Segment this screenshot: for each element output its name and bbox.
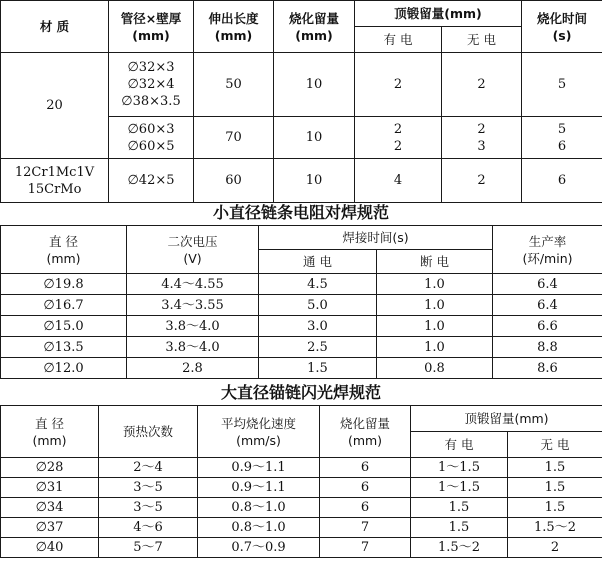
large-anchor-chain-flash-welding-table [0,405,602,558]
diameter-cell: ∅19.8 [1,274,127,295]
without-power-cell: 2 [508,538,602,558]
header-welding-time: 焊接时间(s) [259,226,493,250]
time-cell: 5 6 [522,117,602,159]
header-upset-allowance: 顶锻留量(mm) [411,406,602,432]
without-power-cell: 1.5 [508,498,602,518]
table-row [1,295,602,316]
productivity-cell: 6.4 [493,274,602,295]
preheat-cell: 2～4 [99,458,198,478]
off-time-cell: 1.0 [377,316,493,337]
diameter-cell: ∅31 [1,478,99,498]
productivity-cell: 8.8 [493,337,602,358]
header-without-power: 无 电 [442,27,522,53]
table-row [1,478,602,498]
pipe-size-cell: ∅60×3 ∅60×5 [109,117,194,159]
header-extension-length: 伸出长度 (mm) [194,1,274,53]
with-power-cell: 2 2 [355,117,442,159]
diameter-cell: ∅12.0 [1,358,127,379]
header-diameter: 直 径 (mm) [1,406,99,458]
speed-cell: 0.9～1.1 [198,458,320,478]
productivity-cell: 8.6 [493,358,602,379]
without-power-cell: 2 [442,159,522,203]
voltage-cell: 3.4～3.55 [127,295,259,316]
diameter-cell: ∅28 [1,458,99,478]
speed-cell: 0.8～1.0 [198,498,320,518]
without-power-cell: 2 3 [442,117,522,159]
speed-cell: 0.8～1.0 [198,518,320,538]
diameter-cell: ∅37 [1,518,99,538]
material-cell: 20 [1,53,109,159]
on-time-cell: 2.5 [259,337,377,358]
burnoff-cell: 6 [320,498,411,518]
with-power-cell: 1.5～2 [411,538,508,558]
header-upset-allowance: 顶锻留量(mm) [355,1,522,27]
voltage-cell: 4.4～4.55 [127,274,259,295]
table-row [1,458,602,478]
with-power-cell: 1～1.5 [411,478,508,498]
burnoff-cell: 7 [320,538,411,558]
header-power-on: 通 电 [259,250,377,274]
diameter-cell: ∅16.7 [1,295,127,316]
productivity-cell: 6.4 [493,295,602,316]
header-with-power: 有 电 [355,27,442,53]
table-row [1,337,602,358]
table-row [1,316,602,337]
preheat-cell: 3～5 [99,478,198,498]
header-pipe-size: 管径×壁厚 (mm) [109,1,194,53]
header-preheat-count: 预热次数 [99,406,198,458]
small-chain-resistance-welding-table [0,225,602,379]
header-burnoff-allowance: 烧化留量 (mm) [320,406,411,458]
voltage-cell: 3.8～4.0 [127,337,259,358]
header-with-power: 有 电 [411,432,508,458]
header-diameter: 直 径 (mm) [1,226,127,274]
large-anchor-chain-flash-welding-title: 大直径锚链闪光焊规范 [220,383,381,402]
without-power-cell: 1.5 [508,478,602,498]
pipe-flash-welding-table [0,0,602,203]
without-power-cell: 1.5～2 [508,518,602,538]
on-time-cell: 3.0 [259,316,377,337]
small-chain-resistance-welding-title: 小直径链条电阻对焊规范 [212,203,389,222]
header-secondary-voltage: 二次电压 (V) [127,226,259,274]
table-row [1,498,602,518]
header-productivity: 生产率 (环/min) [493,226,602,274]
material-cell: 12Cr1Mc1V 15CrMo [1,159,109,203]
preheat-cell: 5～7 [99,538,198,558]
off-time-cell: 1.0 [377,337,493,358]
table-row [1,274,602,295]
burnoff-cell: 10 [274,53,355,117]
table-row [1,538,602,558]
burnoff-cell: 6 [320,478,411,498]
table-row [1,53,602,117]
off-time-cell: 1.0 [377,274,493,295]
time-cell: 6 [522,159,602,203]
pipe-size-cell: ∅32×3 ∅32×4 ∅38×3.5 [109,53,194,117]
on-time-cell: 5.0 [259,295,377,316]
extension-cell: 70 [194,117,274,159]
speed-cell: 0.7～0.9 [198,538,320,558]
without-power-cell: 2 [442,53,522,117]
preheat-cell: 3～5 [99,498,198,518]
table-row [1,159,602,203]
without-power-cell: 1.5 [508,458,602,478]
burnoff-cell: 6 [320,458,411,478]
header-material: 材 质 [1,1,109,53]
extension-cell: 60 [194,159,274,203]
with-power-cell: 1.5 [411,518,508,538]
header-without-power: 无 电 [508,432,602,458]
with-power-cell: 1.5 [411,498,508,518]
burnoff-cell: 10 [274,159,355,203]
on-time-cell: 1.5 [259,358,377,379]
with-power-cell: 4 [355,159,442,203]
off-time-cell: 0.8 [377,358,493,379]
burnoff-cell: 7 [320,518,411,538]
header-avg-burnoff-speed: 平均烧化速度 (mm/s) [198,406,320,458]
diameter-cell: ∅15.0 [1,316,127,337]
voltage-cell: 3.8～4.0 [127,316,259,337]
burnoff-cell: 10 [274,117,355,159]
productivity-cell: 6.6 [493,316,602,337]
diameter-cell: ∅13.5 [1,337,127,358]
time-cell: 5 [522,53,602,117]
off-time-cell: 1.0 [377,295,493,316]
on-time-cell: 4.5 [259,274,377,295]
table-row [1,518,602,538]
header-power-off: 断 电 [377,250,493,274]
diameter-cell: ∅40 [1,538,99,558]
header-burnoff-time: 烧化时间 (s) [522,1,602,53]
with-power-cell: 1～1.5 [411,458,508,478]
voltage-cell: 2.8 [127,358,259,379]
speed-cell: 0.9～1.1 [198,478,320,498]
diameter-cell: ∅34 [1,498,99,518]
preheat-cell: 4～6 [99,518,198,538]
header-burnoff-allowance: 烧化留量 (mm) [274,1,355,53]
extension-cell: 50 [194,53,274,117]
table-row [1,358,602,379]
pipe-size-cell: ∅42×5 [109,159,194,203]
with-power-cell: 2 [355,53,442,117]
